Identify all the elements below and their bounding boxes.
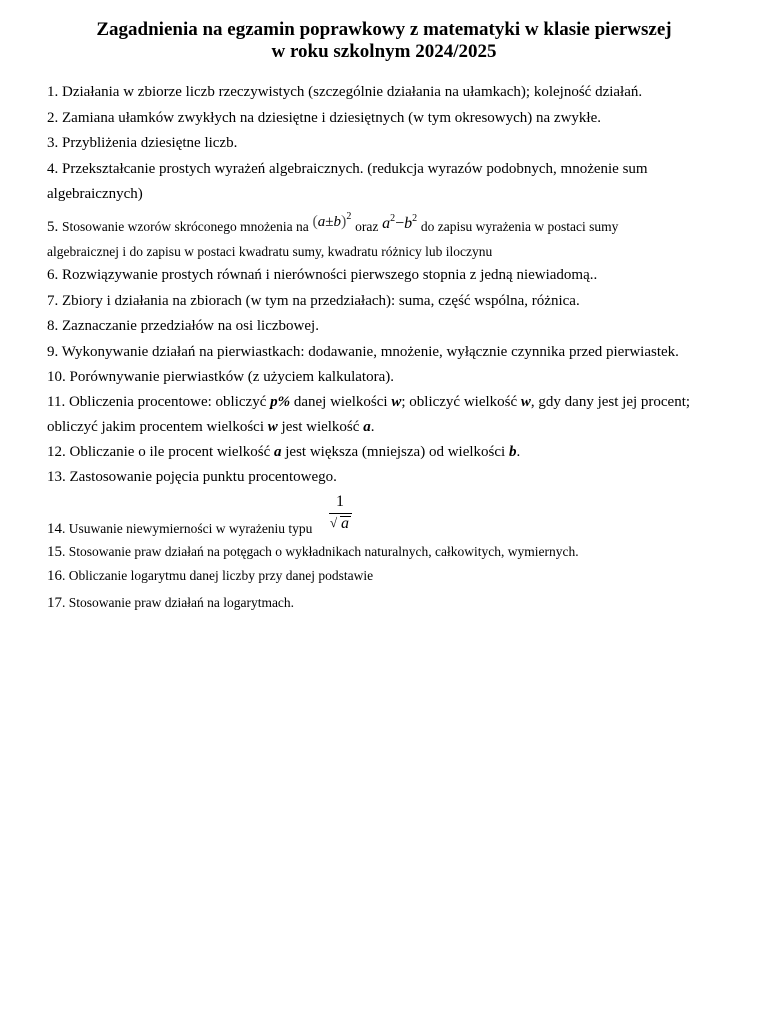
item-4-line-1: 4. Przekształcanie prostych wyrażeń algebraicznych. (redukcja wyrazów podobnych, mnożenie sum [47, 161, 648, 177]
item-10: 10. Porównywanie pierwiastków (z użyciem kalkulatora). [47, 369, 394, 385]
item-5-oraz: oraz [355, 219, 379, 234]
formula-difference-of-squares: $a^2-b^2$ [382, 213, 418, 232]
item-15: 15. Stosowanie praw działań na potęgach o wykładnikach naturalnych, całkowitych, wymiernych. [47, 544, 579, 560]
formula-fraction-one-over-root-a [328, 493, 354, 537]
item-12: 12. Obliczanie o ile procent wielkość a jest większa (mniejsza) od wielkości b. [47, 444, 521, 460]
item-16: 16. Obliczanie logarytmu danej liczby przy danej podstawie [47, 568, 374, 584]
item-3: 3. Przybliżenia dziesiętne liczb. [47, 135, 238, 151]
item-5-line-2: algebraicznej i do zapisu w postaci kwadratu sumy, kwadratu różnicy lub iloczynu [47, 244, 493, 259]
title-line-2: w roku szkolnym 2024/2025 [271, 41, 497, 62]
item-2: 2. Zamiana ułamków zwykłych na dziesiętne i dziesiętnych (w tym okresowych) na zwykłe. [47, 110, 601, 126]
item-13: 13. Zastosowanie pojęcia punktu procentowego. [47, 469, 337, 485]
item-5-text-2: do zapisu wyrażenia w postaci sumy [420, 219, 619, 234]
item-9: 9. Wykonywanie działań na pierwiastkach: dodawanie, mnożenie, wyłącznie czynnika przed pierwiastek. [47, 344, 679, 360]
fraction-denominator-variable: a [341, 515, 349, 532]
item-6: 6. Rozwiązywanie prostych równań i nierówności pierwszego stopnia z jedną niewiadomą.. [47, 267, 598, 283]
item-5-number: 5. [47, 219, 59, 235]
item-11-line-1: 11. Obliczenia procentowe: obliczyć p% danej wielkości w; obliczyć wielkość w, gdy dany jest jej procent; [47, 394, 691, 410]
formula-square-of-sum: $(a\pm b)^2$ [312, 211, 352, 230]
item-5-line-1 [47, 211, 619, 238]
item-8: 8. Zaznaczanie przedziałów na osi liczbowej. [47, 318, 319, 334]
item-1: 1. Działania w zbiorze liczb rzeczywistych (szczególnie działania na ułamkach); kolejność działań. [47, 84, 643, 100]
item-17: 17. Stosowanie praw działań na logarytmach. [47, 595, 295, 611]
radical-sign-icon: √ [330, 515, 338, 530]
item-11-line-2: obliczyć jakim procentem wielkości w jest wielkość a. [47, 419, 375, 435]
item-4-line-2: algebraicznych) [47, 186, 143, 202]
title-line-1: Zagadnienia na egzamin poprawkowy z matematyki w klasie pierwszej [96, 19, 672, 40]
fraction-bar [329, 513, 352, 514]
item-5-text-1: Stosowanie wzorów skróconego mnożenia na [62, 219, 309, 234]
item-7: 7. Zbiory i działania na zbiorach (w tym na przedziałach): suma, część wspólna, różnica. [47, 293, 580, 309]
item-14: 14. Usuwanie niewymierności w wyrażeniu typu [47, 521, 313, 537]
fraction-numerator: 1 [336, 493, 344, 510]
